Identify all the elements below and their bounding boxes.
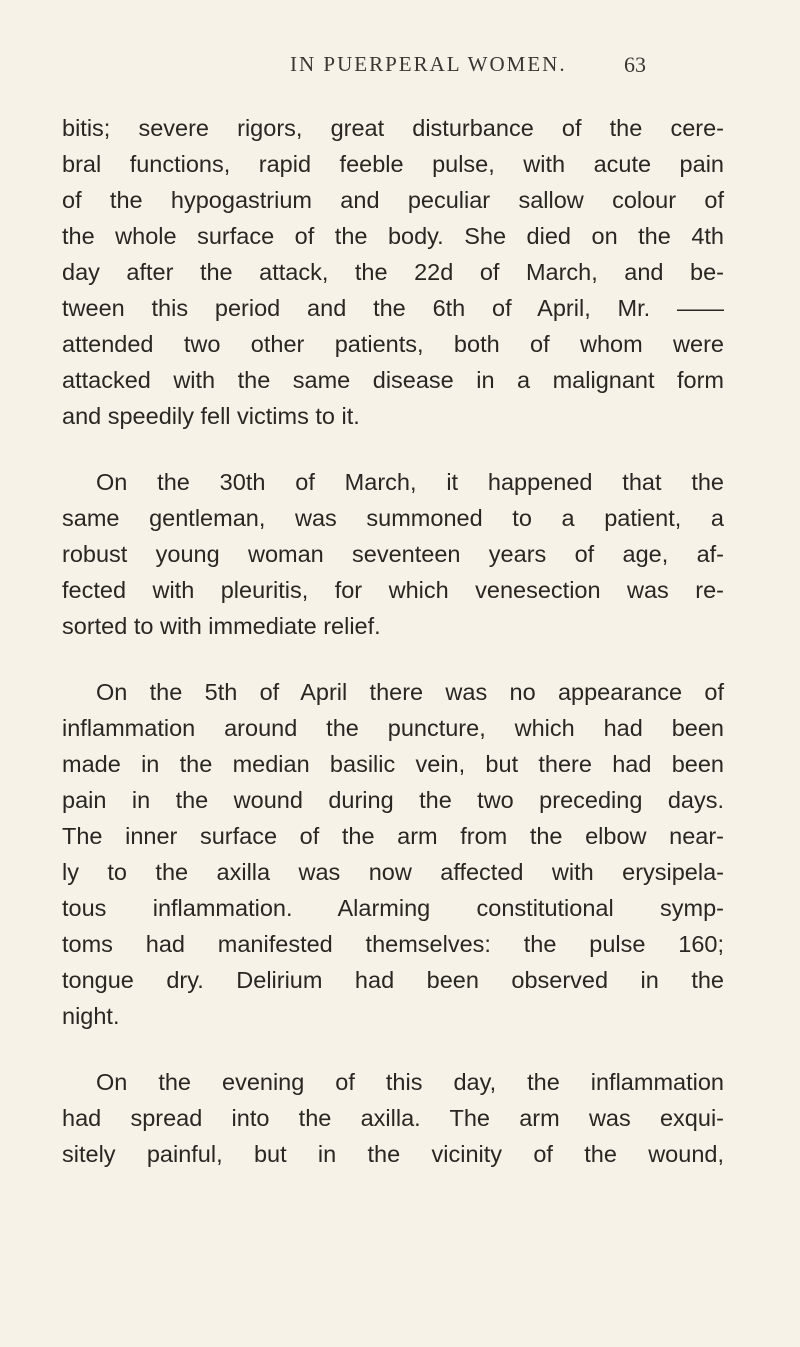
text-line: night. bbox=[62, 1003, 120, 1029]
text-line: sorted to with immediate relief. bbox=[62, 613, 381, 639]
text-line: inflammation around the puncture, which had been bbox=[62, 715, 724, 741]
paragraph-2 bbox=[62, 464, 724, 644]
text-line: On the evening of this day, the inflammation bbox=[96, 1069, 724, 1095]
text-line: ly to the axilla was now affected with erysipela- bbox=[62, 859, 724, 885]
text-line: bitis; severe rigors, great disturbance of the cere- bbox=[62, 115, 724, 141]
text-line: The inner surface of the arm from the elbow near- bbox=[62, 823, 724, 849]
running-title: IN PUERPERAL WOMEN. bbox=[290, 52, 567, 76]
text-line: and speedily fell victims to it. bbox=[62, 403, 360, 429]
page-number: 63 bbox=[624, 52, 646, 77]
text-line: pain in the wound during the two preceding days. bbox=[62, 787, 724, 813]
text-line: tongue dry. Delirium had been observed in the bbox=[62, 967, 724, 993]
running-head bbox=[0, 52, 800, 82]
text-line: tous inflammation. Alarming constitutional symp- bbox=[62, 895, 724, 921]
text-line: toms had manifested themselves: the pulse 160; bbox=[62, 931, 724, 957]
text-line: bral functions, rapid feeble pulse, with acute pain bbox=[62, 151, 724, 177]
text-line: On the 5th of April there was no appearance of bbox=[96, 679, 724, 705]
text-line: attended two other patients, both of whom were bbox=[62, 331, 724, 357]
paragraph-1 bbox=[62, 110, 724, 434]
text-line: the whole surface of the body. She died on the 4th bbox=[62, 223, 724, 249]
text-line: same gentleman, was summoned to a patient, a bbox=[62, 505, 724, 531]
text-line: sitely painful, but in the vicinity of the wound, bbox=[62, 1141, 724, 1167]
text-line: attacked with the same disease in a malignant form bbox=[62, 367, 724, 393]
text-line: of the hypogastrium and peculiar sallow colour of bbox=[62, 187, 724, 213]
text-line: tween this period and the 6th of April, Mr. —— bbox=[62, 295, 724, 321]
text-line: day after the attack, the 22d of March, and be- bbox=[62, 259, 724, 285]
text-line: fected with pleuritis, for which venesection was re- bbox=[62, 577, 724, 603]
paragraph-3 bbox=[62, 674, 724, 1034]
text-line: robust young woman seventeen years of age, af- bbox=[62, 541, 724, 567]
paragraph-4 bbox=[62, 1064, 724, 1172]
text-line: made in the median basilic vein, but there had been bbox=[62, 751, 724, 777]
body-text bbox=[62, 110, 724, 1172]
text-line: had spread into the axilla. The arm was exqui- bbox=[62, 1105, 724, 1131]
text-line: On the 30th of March, it happened that the bbox=[96, 469, 724, 495]
